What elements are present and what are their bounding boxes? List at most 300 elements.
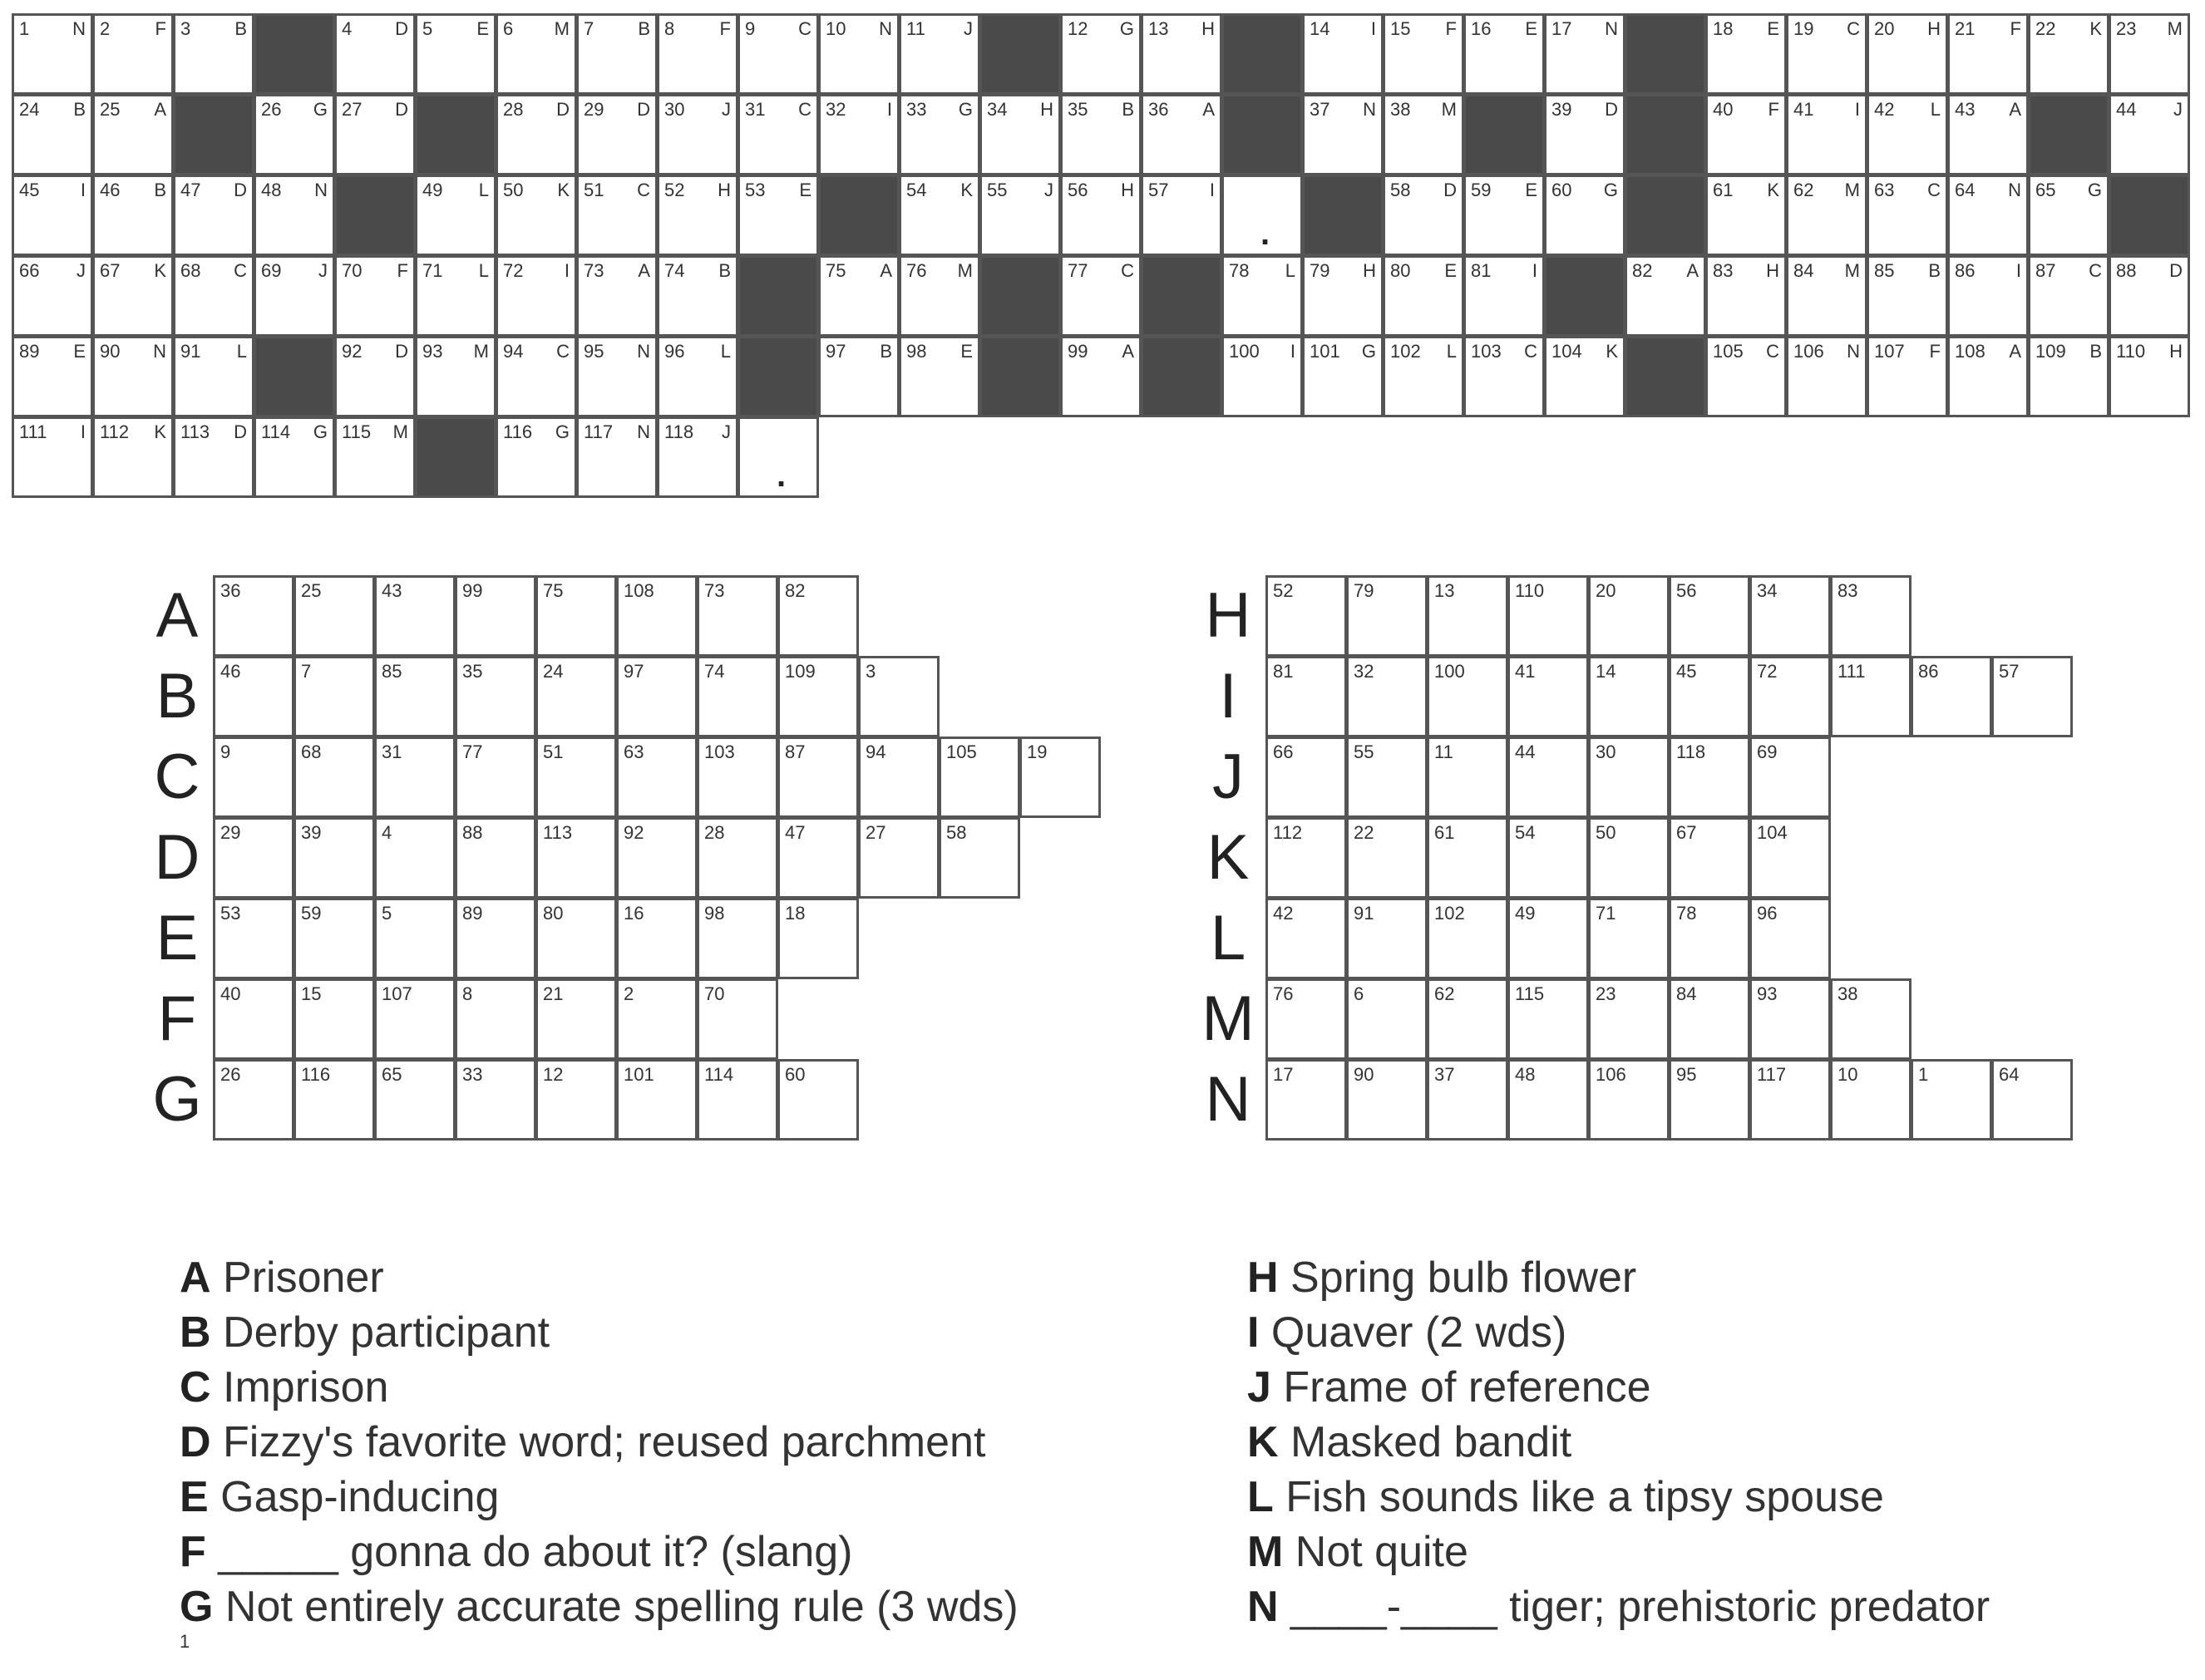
clue-letter: D xyxy=(180,1418,211,1466)
answer-cell[interactable] xyxy=(1669,978,1750,1060)
grid-cell[interactable] xyxy=(2109,94,2190,175)
answer-cell[interactable] xyxy=(1427,898,1508,979)
grid-cell[interactable] xyxy=(334,336,416,417)
grid-cell[interactable] xyxy=(1867,94,1948,175)
grid-cell[interactable] xyxy=(496,336,577,417)
cell-number: 12 xyxy=(1068,18,1088,39)
answer-cell[interactable] xyxy=(1588,575,1670,657)
cell-clue-letter: M xyxy=(2167,18,2183,39)
grid-cell[interactable] xyxy=(254,416,335,498)
answer-cell[interactable] xyxy=(1749,575,1831,657)
grid-cell[interactable] xyxy=(12,175,93,256)
cell-number: 42 xyxy=(1874,99,1895,120)
answer-cell[interactable] xyxy=(1265,737,1347,818)
grid-cell-blocked xyxy=(1625,175,1706,256)
answer-cell[interactable] xyxy=(535,817,617,899)
grid-cell[interactable] xyxy=(576,94,658,175)
grid-cell[interactable] xyxy=(1141,94,1222,175)
answer-cell[interactable] xyxy=(1346,656,1428,737)
answer-cell[interactable] xyxy=(697,656,778,737)
answer-cell-number: 68 xyxy=(301,741,322,762)
cell-number: 1 xyxy=(19,18,30,39)
answer-cell[interactable] xyxy=(294,575,375,657)
grid-cell[interactable] xyxy=(1947,94,2029,175)
cell-number: 57 xyxy=(1148,180,1169,200)
answer-cell[interactable] xyxy=(1669,898,1750,979)
answer-cell[interactable] xyxy=(616,898,698,979)
answer-cell[interactable] xyxy=(374,575,456,657)
grid-cell[interactable] xyxy=(1705,255,1787,337)
grid-cell[interactable] xyxy=(657,416,738,498)
answer-cell[interactable] xyxy=(1265,1059,1347,1141)
answer-cell[interactable] xyxy=(1588,817,1670,899)
grid-cell[interactable] xyxy=(1947,255,2029,337)
grid-cell[interactable] xyxy=(173,336,254,417)
answer-cell[interactable] xyxy=(1830,978,1911,1060)
clue-text: Not quite xyxy=(1295,1528,1468,1576)
answer-cell[interactable] xyxy=(455,656,536,737)
grid-cell[interactable] xyxy=(12,336,93,417)
answer-cell[interactable] xyxy=(213,817,294,899)
grid-cell[interactable] xyxy=(1705,13,1787,95)
grid-cell[interactable] xyxy=(92,255,174,337)
answer-cell[interactable] xyxy=(1346,575,1428,657)
grid-cell[interactable] xyxy=(1705,336,1787,417)
answer-cell-number: 109 xyxy=(785,661,816,682)
grid-cell[interactable] xyxy=(576,175,658,256)
answer-cell[interactable] xyxy=(213,1059,294,1141)
answer-cell[interactable] xyxy=(1830,656,1911,737)
answer-cell[interactable] xyxy=(213,898,294,979)
grid-cell[interactable] xyxy=(2028,336,2109,417)
cell-clue-letter: K xyxy=(154,421,166,442)
grid-cell[interactable] xyxy=(1383,336,1464,417)
answer-cell[interactable] xyxy=(1588,898,1670,979)
grid-cell[interactable] xyxy=(1383,175,1464,256)
answer-cell[interactable] xyxy=(455,575,536,657)
clue-letter: F xyxy=(180,1528,206,1576)
grid-cell[interactable] xyxy=(415,255,496,337)
answer-cell-number: 97 xyxy=(624,661,644,682)
grid-cell-blocked xyxy=(2028,94,2109,175)
grid-cell[interactable] xyxy=(1463,336,1545,417)
answer-cell-number: 80 xyxy=(543,903,564,924)
grid-cell[interactable] xyxy=(1867,336,1948,417)
grid-cell[interactable] xyxy=(334,255,416,337)
answer-cell[interactable] xyxy=(777,737,859,818)
grid-cell[interactable] xyxy=(496,416,577,498)
cell-number: 117 xyxy=(584,421,614,442)
answer-cell[interactable] xyxy=(1991,1059,2073,1141)
answer-cell[interactable] xyxy=(455,737,536,818)
answer-cell[interactable] xyxy=(1830,1059,1911,1141)
grid-cell[interactable] xyxy=(2109,13,2190,95)
answer-cell[interactable] xyxy=(616,1059,698,1141)
grid-cell[interactable] xyxy=(173,416,254,498)
grid-cell[interactable] xyxy=(899,336,980,417)
grid-cell[interactable] xyxy=(1060,255,1142,337)
page-number: 1 xyxy=(180,1631,190,1652)
grid-cell[interactable] xyxy=(12,94,93,175)
answer-cell[interactable] xyxy=(1265,898,1347,979)
answer-cell[interactable] xyxy=(697,1059,778,1141)
answer-cell[interactable] xyxy=(294,817,375,899)
answer-cell[interactable] xyxy=(1749,817,1831,899)
answer-cell[interactable] xyxy=(1911,1059,1992,1141)
answer-cell[interactable] xyxy=(1265,978,1347,1060)
grid-cell[interactable] xyxy=(1060,336,1142,417)
grid-cell[interactable] xyxy=(92,175,174,256)
answer-cell[interactable] xyxy=(294,978,375,1060)
answer-cell[interactable] xyxy=(535,898,617,979)
grid-cell[interactable] xyxy=(1060,13,1142,95)
answer-cell[interactable] xyxy=(616,656,698,737)
answer-cell[interactable] xyxy=(213,656,294,737)
answer-cell[interactable] xyxy=(1427,575,1508,657)
grid-cell[interactable] xyxy=(1302,336,1384,417)
grid-cell[interactable] xyxy=(334,13,416,95)
cell-number: 99 xyxy=(1068,341,1088,362)
answer-cell[interactable] xyxy=(455,1059,536,1141)
answer-cell[interactable] xyxy=(1507,898,1589,979)
clue-line xyxy=(180,1250,384,1305)
cell-number: 24 xyxy=(19,99,40,120)
cell-clue-letter: H xyxy=(1363,260,1376,281)
grid-cell[interactable] xyxy=(1060,94,1142,175)
grid-cell[interactable] xyxy=(496,255,577,337)
answer-cell[interactable] xyxy=(374,1059,456,1141)
answer-cell[interactable] xyxy=(1749,898,1831,979)
grid-cell[interactable] xyxy=(92,416,174,498)
grid-cell[interactable] xyxy=(1463,255,1545,337)
clue-line xyxy=(180,1360,388,1415)
grid-cell[interactable] xyxy=(92,336,174,417)
grid-cell[interactable] xyxy=(1383,94,1464,175)
grid-cell[interactable] xyxy=(2109,255,2190,337)
answer-cell-number: 85 xyxy=(382,661,402,682)
grid-cell[interactable] xyxy=(254,94,335,175)
answer-row-label: H xyxy=(1205,580,1251,651)
grid-cell[interactable] xyxy=(1705,94,1787,175)
cell-number: 67 xyxy=(100,260,121,281)
grid-cell[interactable] xyxy=(818,255,900,337)
grid-cell[interactable] xyxy=(818,94,900,175)
answer-cell[interactable] xyxy=(858,817,940,899)
grid-cell[interactable] xyxy=(1221,336,1303,417)
grid-cell[interactable] xyxy=(818,336,900,417)
answer-cell[interactable] xyxy=(697,898,778,979)
answer-cell-number: 46 xyxy=(220,661,241,682)
answer-cell[interactable] xyxy=(1588,1059,1670,1141)
grid-cell[interactable] xyxy=(1786,175,1867,256)
grid-cell[interactable] xyxy=(496,13,577,95)
grid-cell[interactable] xyxy=(1947,13,2029,95)
grid-cell[interactable] xyxy=(1947,336,2029,417)
answer-cell[interactable] xyxy=(374,656,456,737)
answer-cell[interactable] xyxy=(1991,656,2073,737)
answer-cell-number: 40 xyxy=(220,983,241,1004)
grid-cell[interactable] xyxy=(657,94,738,175)
answer-cell[interactable] xyxy=(1507,978,1589,1060)
grid-cell[interactable] xyxy=(899,255,980,337)
grid-cell[interactable] xyxy=(1302,255,1384,337)
answer-cell[interactable] xyxy=(374,978,456,1060)
grid-cell[interactable] xyxy=(1302,13,1384,95)
answer-cell[interactable] xyxy=(858,656,940,737)
answer-cell[interactable] xyxy=(697,978,778,1060)
answer-cell[interactable] xyxy=(1265,575,1347,657)
grid-cell[interactable] xyxy=(1383,13,1464,95)
cell-number: 108 xyxy=(1955,341,1985,362)
answer-cell-number: 33 xyxy=(462,1064,483,1085)
grid-cell[interactable] xyxy=(173,175,254,256)
cell-clue-letter: N xyxy=(1605,18,1618,39)
answer-cell[interactable] xyxy=(535,656,617,737)
answer-cell[interactable] xyxy=(777,575,859,657)
answer-cell[interactable] xyxy=(616,737,698,818)
answer-cell[interactable] xyxy=(1427,1059,1508,1141)
answer-cell[interactable] xyxy=(374,737,456,818)
grid-cell[interactable] xyxy=(415,336,496,417)
cell-clue-letter: G xyxy=(313,99,328,120)
answer-cell[interactable] xyxy=(535,978,617,1060)
answer-cell-number: 13 xyxy=(1434,580,1455,601)
answer-row-label: N xyxy=(1205,1064,1251,1135)
answer-cell[interactable] xyxy=(1346,1059,1428,1141)
answer-cell[interactable] xyxy=(777,1059,859,1141)
grid-cell[interactable] xyxy=(576,255,658,337)
answer-cell[interactable] xyxy=(1588,656,1670,737)
grid-cell[interactable] xyxy=(1786,336,1867,417)
answer-cell[interactable] xyxy=(1265,817,1347,899)
answer-cell[interactable] xyxy=(213,978,294,1060)
cell-clue-letter: L xyxy=(1446,341,1457,362)
grid-cell[interactable] xyxy=(1867,13,1948,95)
answer-cell[interactable] xyxy=(1669,1059,1750,1141)
grid-cell[interactable] xyxy=(334,94,416,175)
grid-cell[interactable] xyxy=(899,175,980,256)
grid-cell[interactable] xyxy=(1221,255,1303,337)
answer-cell[interactable] xyxy=(939,817,1020,899)
grid-cell[interactable] xyxy=(1947,175,2029,256)
answer-cell[interactable] xyxy=(1507,1059,1589,1141)
grid-cell[interactable] xyxy=(92,94,174,175)
cell-number: 54 xyxy=(906,180,927,200)
grid-cell[interactable] xyxy=(657,13,738,95)
answer-cell[interactable] xyxy=(616,817,698,899)
answer-cell[interactable] xyxy=(697,817,778,899)
grid-cell[interactable] xyxy=(899,13,980,95)
answer-cell[interactable] xyxy=(1669,656,1750,737)
clue-line xyxy=(180,1305,550,1360)
cell-clue-letter: A xyxy=(154,99,166,120)
answer-cell[interactable] xyxy=(1346,737,1428,818)
answer-cell-number: 55 xyxy=(1354,741,1374,762)
answer-cell-number: 60 xyxy=(785,1064,806,1085)
grid-cell[interactable] xyxy=(1867,255,1948,337)
grid-cell[interactable] xyxy=(576,13,658,95)
answer-cell[interactable] xyxy=(294,898,375,979)
grid-cell[interactable] xyxy=(1141,13,1222,95)
answer-cell[interactable] xyxy=(213,575,294,657)
grid-cell[interactable] xyxy=(2028,13,2109,95)
answer-cell[interactable] xyxy=(455,978,536,1060)
answer-cell[interactable] xyxy=(777,898,859,979)
clue-letter: A xyxy=(180,1254,211,1302)
answer-cell[interactable] xyxy=(939,737,1020,818)
answer-cell[interactable] xyxy=(1749,656,1831,737)
grid-cell[interactable] xyxy=(737,13,819,95)
answer-cell[interactable] xyxy=(1669,737,1750,818)
grid-cell[interactable] xyxy=(1060,175,1142,256)
answer-cell[interactable] xyxy=(294,1059,375,1141)
answer-cell[interactable] xyxy=(1588,737,1670,818)
cell-number: 104 xyxy=(1551,341,1582,362)
grid-cell[interactable] xyxy=(1302,94,1384,175)
answer-cell[interactable] xyxy=(1911,656,1992,737)
grid-cell[interactable] xyxy=(496,175,577,256)
grid-cell[interactable] xyxy=(1705,175,1787,256)
grid-cell[interactable] xyxy=(12,13,93,95)
grid-cell[interactable] xyxy=(12,255,93,337)
answer-cell[interactable] xyxy=(777,656,859,737)
answer-cell[interactable] xyxy=(374,817,456,899)
answer-cell[interactable] xyxy=(1507,656,1589,737)
cell-clue-letter: D xyxy=(234,180,247,200)
answer-cell[interactable] xyxy=(294,737,375,818)
answer-cell[interactable] xyxy=(1669,817,1750,899)
answer-cell[interactable] xyxy=(1019,737,1101,818)
answer-cell[interactable] xyxy=(1507,817,1589,899)
grid-cell[interactable] xyxy=(979,175,1061,256)
grid-cell[interactable] xyxy=(657,175,738,256)
cell-clue-letter: E xyxy=(960,341,973,362)
answer-cell[interactable] xyxy=(616,575,698,657)
grid-cell[interactable] xyxy=(1544,336,1625,417)
grid-cell[interactable] xyxy=(1463,175,1545,256)
grid-cell[interactable] xyxy=(1544,94,1625,175)
answer-cell[interactable] xyxy=(535,1059,617,1141)
grid-cell[interactable] xyxy=(657,255,738,337)
answer-cell[interactable] xyxy=(294,656,375,737)
answer-cell[interactable] xyxy=(455,898,536,979)
grid-cell[interactable] xyxy=(899,94,980,175)
grid-cell[interactable] xyxy=(737,94,819,175)
grid-cell[interactable] xyxy=(576,336,658,417)
cell-clue-letter: G xyxy=(1603,180,1618,200)
answer-cell[interactable] xyxy=(1427,817,1508,899)
grid-cell-punctuation[interactable] xyxy=(1221,175,1303,256)
grid-cell-punctuation[interactable] xyxy=(737,416,819,498)
grid-cell[interactable] xyxy=(737,175,819,256)
answer-cell[interactable] xyxy=(1749,737,1831,818)
grid-cell[interactable] xyxy=(1867,175,1948,256)
answer-cell[interactable] xyxy=(1346,817,1428,899)
answer-cell[interactable] xyxy=(1830,575,1911,657)
answer-cell[interactable] xyxy=(1346,978,1428,1060)
grid-cell[interactable] xyxy=(173,13,254,95)
answer-cell[interactable] xyxy=(1346,898,1428,979)
grid-cell[interactable] xyxy=(1383,255,1464,337)
grid-cell[interactable] xyxy=(496,94,577,175)
grid-cell[interactable] xyxy=(657,336,738,417)
answer-cell[interactable] xyxy=(1507,737,1589,818)
answer-cell[interactable] xyxy=(697,575,778,657)
cell-number: 72 xyxy=(503,260,524,281)
answer-cell[interactable] xyxy=(616,978,698,1060)
grid-cell[interactable] xyxy=(334,416,416,498)
grid-cell-blocked xyxy=(818,175,900,256)
grid-cell[interactable] xyxy=(1544,175,1625,256)
answer-cell-number: 27 xyxy=(866,822,886,843)
cell-number: 114 xyxy=(261,421,291,442)
answer-cell[interactable] xyxy=(697,737,778,818)
grid-cell[interactable] xyxy=(818,13,900,95)
grid-cell[interactable] xyxy=(254,175,335,256)
answer-cell-number: 23 xyxy=(1596,983,1616,1004)
cell-clue-letter: B xyxy=(154,180,166,200)
answer-cell[interactable] xyxy=(455,817,536,899)
answer-cell[interactable] xyxy=(374,898,456,979)
answer-cell[interactable] xyxy=(1507,575,1589,657)
grid-cell[interactable] xyxy=(92,13,174,95)
answer-cell[interactable] xyxy=(1427,737,1508,818)
grid-cell[interactable] xyxy=(1141,175,1222,256)
answer-cell[interactable] xyxy=(777,817,859,899)
cell-number: 4 xyxy=(342,18,353,39)
answer-cell[interactable] xyxy=(1265,656,1347,737)
grid-cell[interactable] xyxy=(12,416,93,498)
grid-cell[interactable] xyxy=(254,255,335,337)
grid-cell[interactable] xyxy=(415,175,496,256)
answer-cell[interactable] xyxy=(1588,978,1670,1060)
answer-cell[interactable] xyxy=(1749,1059,1831,1141)
answer-cell[interactable] xyxy=(535,737,617,818)
grid-cell[interactable] xyxy=(1463,13,1545,95)
answer-cell-number: 96 xyxy=(1757,903,1778,924)
grid-cell[interactable] xyxy=(1786,13,1867,95)
answer-cell[interactable] xyxy=(535,575,617,657)
grid-cell[interactable] xyxy=(415,13,496,95)
answer-cell-number: 3 xyxy=(866,661,876,682)
cell-number: 25 xyxy=(100,99,121,120)
answer-cell[interactable] xyxy=(213,737,294,818)
answer-cell[interactable] xyxy=(1669,575,1750,657)
cell-clue-letter: K xyxy=(960,180,973,200)
grid-cell[interactable] xyxy=(2109,336,2190,417)
grid-cell[interactable] xyxy=(1786,255,1867,337)
grid-cell-blocked xyxy=(415,416,496,498)
answer-cell[interactable] xyxy=(1749,978,1831,1060)
grid-cell[interactable] xyxy=(979,94,1061,175)
grid-cell[interactable] xyxy=(2028,255,2109,337)
grid-cell[interactable] xyxy=(1625,255,1706,337)
cell-number: 59 xyxy=(1471,180,1492,200)
grid-cell[interactable] xyxy=(1544,13,1625,95)
grid-cell[interactable] xyxy=(2028,175,2109,256)
cell-clue-letter: M xyxy=(1844,260,1860,281)
answer-cell-number: 21 xyxy=(543,983,564,1004)
grid-cell[interactable] xyxy=(173,255,254,337)
answer-cell[interactable] xyxy=(1427,978,1508,1060)
grid-cell[interactable] xyxy=(1786,94,1867,175)
cell-clue-letter: M xyxy=(392,421,408,442)
answer-cell[interactable] xyxy=(858,737,940,818)
answer-cell[interactable] xyxy=(1427,656,1508,737)
cell-clue-letter: F xyxy=(2010,18,2021,39)
grid-cell-blocked xyxy=(1625,94,1706,175)
grid-cell[interactable] xyxy=(576,416,658,498)
